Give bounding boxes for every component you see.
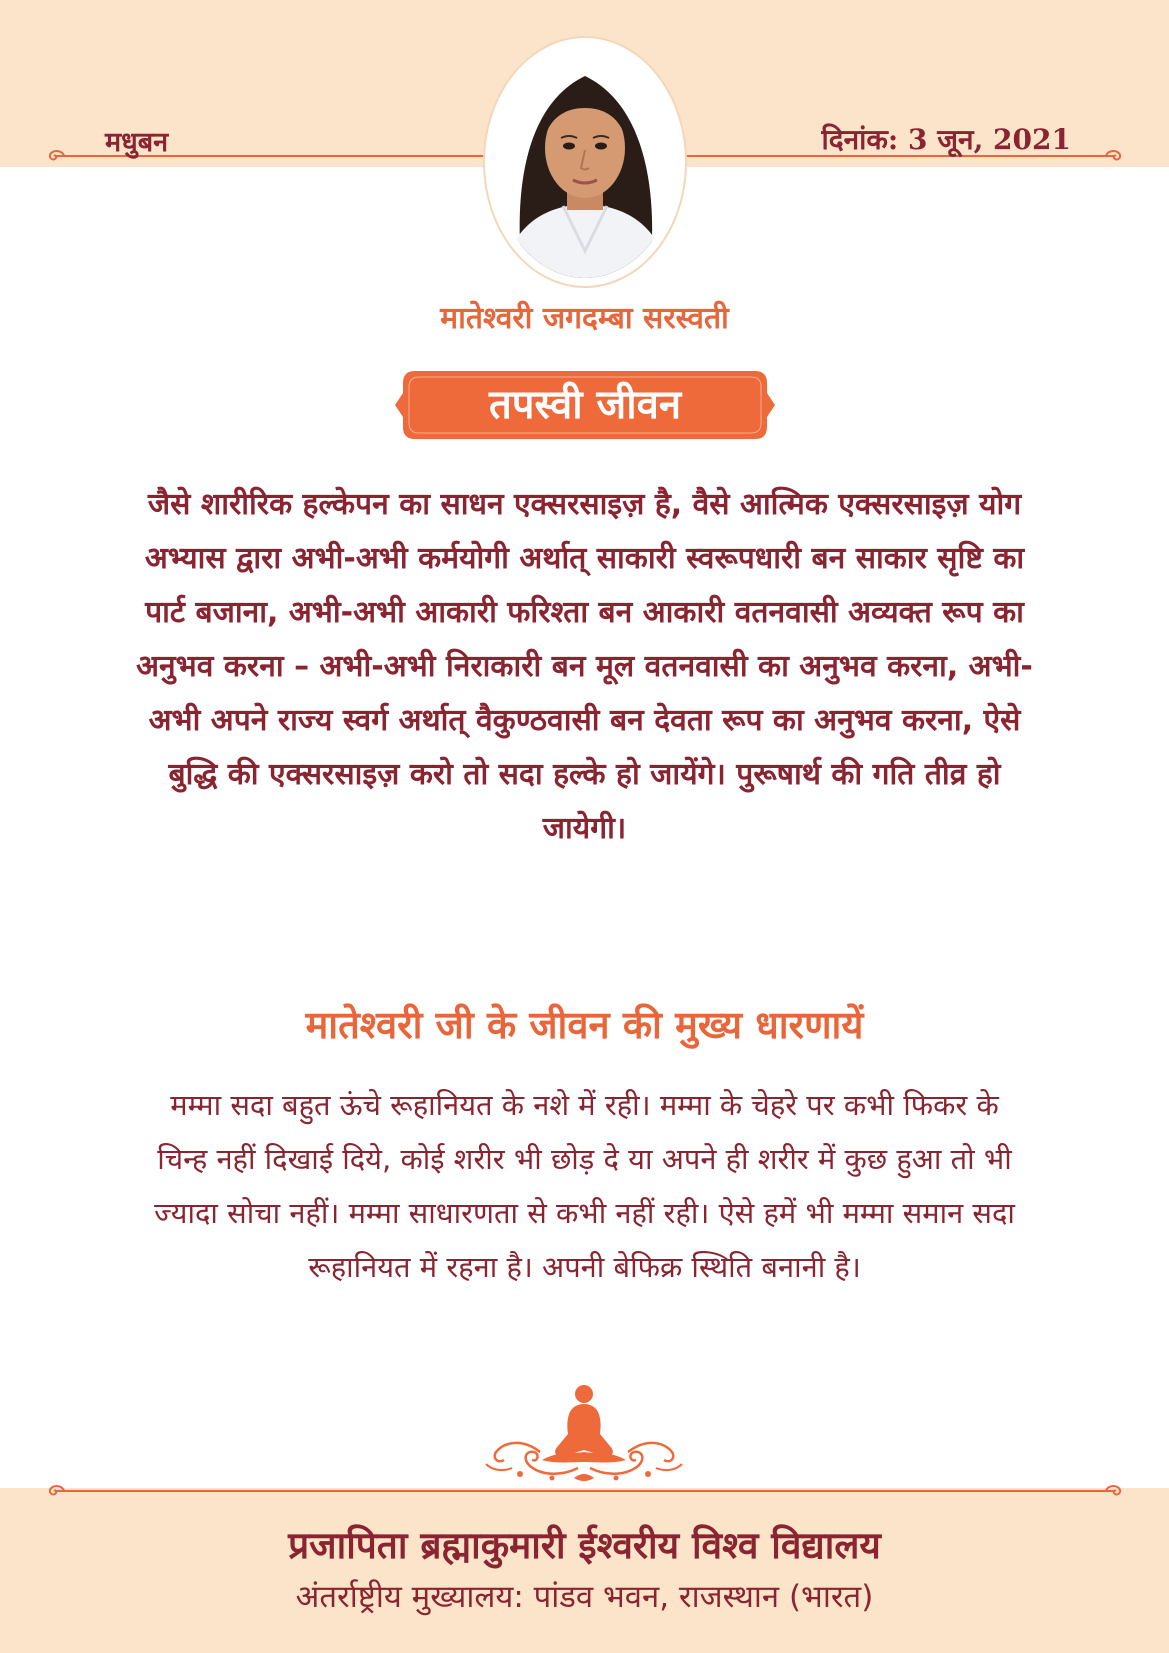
dharna-paragraph: मम्मा सदा बहुत ऊंचे रूहानियत के नशे में रही। मम्मा के चेहरे पर कभी फिकर के चिन्ह नहीं दिखाई दिये, कोई शरीर भी छोड़ दे या अपने ही शरीर में कुछ हुआ तो भी ज्यादा सोचा नहीं। मम्मा साधारणता से कभी नहीं रही। ऐसे हमें भी मम्मा समान सदा रूहानियत में रहना है। अपनी बेफिक्र स्थिति बनानी है। xyxy=(154,1088,1015,1284)
place-label: मधुबन xyxy=(105,127,169,158)
footer-band xyxy=(0,1488,1169,1653)
swirl-ornament-icon xyxy=(1104,146,1126,168)
dharna-heading: मातेश्वरी जी के जीवन की मुख्य धारणायें xyxy=(305,1003,864,1047)
organization-name: प्रजापिता ब्रह्माकुमारी ईश्वरीय विश्व विद्यालय xyxy=(288,1524,881,1567)
banner-title: तपस्वी जीवन xyxy=(488,382,682,428)
footer-rule xyxy=(55,1490,1115,1492)
meditation-emblem-icon xyxy=(482,1380,686,1484)
date-label: दिनांक: 3 जून, 2021 xyxy=(821,123,1071,156)
swirl-ornament-icon xyxy=(44,146,66,168)
portrait-photo xyxy=(493,46,677,278)
message-paragraph: जैसे शारीरिक हल्केपन का साधन एक्सरसाइज़ है, वैसे आत्मिक एक्सरसाइज़ योग अभ्यास द्वारा अभी-अभी कर्मयोगी अर्थात् साकारी स्वरूपधारी बन साकार सृष्टि का पार्ट बजाना, अभी-अभी आकारी फरिश्ता बन आकारी वतनवासी अव्यक्त रूप का अनुभव करना – अभी-अभी निराकारी बन मूल वतनवासी का अनुभव करना, अभी-अभी अपने राज्य स्वर्ग अर्थात् वैकुण्ठवासी बन देवता रूप का अनुभव करना, ऐसे बुद्धि की एक्सरसाइज़ करो तो सदा हल्के हो जायेंगे। पुरूषार्थ की गति तीव्र हो जायेगी। xyxy=(136,487,1033,846)
swirl-ornament-icon xyxy=(1104,1481,1126,1503)
subject-name: मातेश्वरी जगदम्बा सरस्वती xyxy=(440,301,729,336)
headquarters-line: अंतर्राष्ट्रीय मुख्यालय: पांडव भवन, राजस्थान (भारत) xyxy=(295,1579,874,1615)
portrait-frame xyxy=(485,38,685,286)
swirl-ornament-icon xyxy=(44,1481,66,1503)
